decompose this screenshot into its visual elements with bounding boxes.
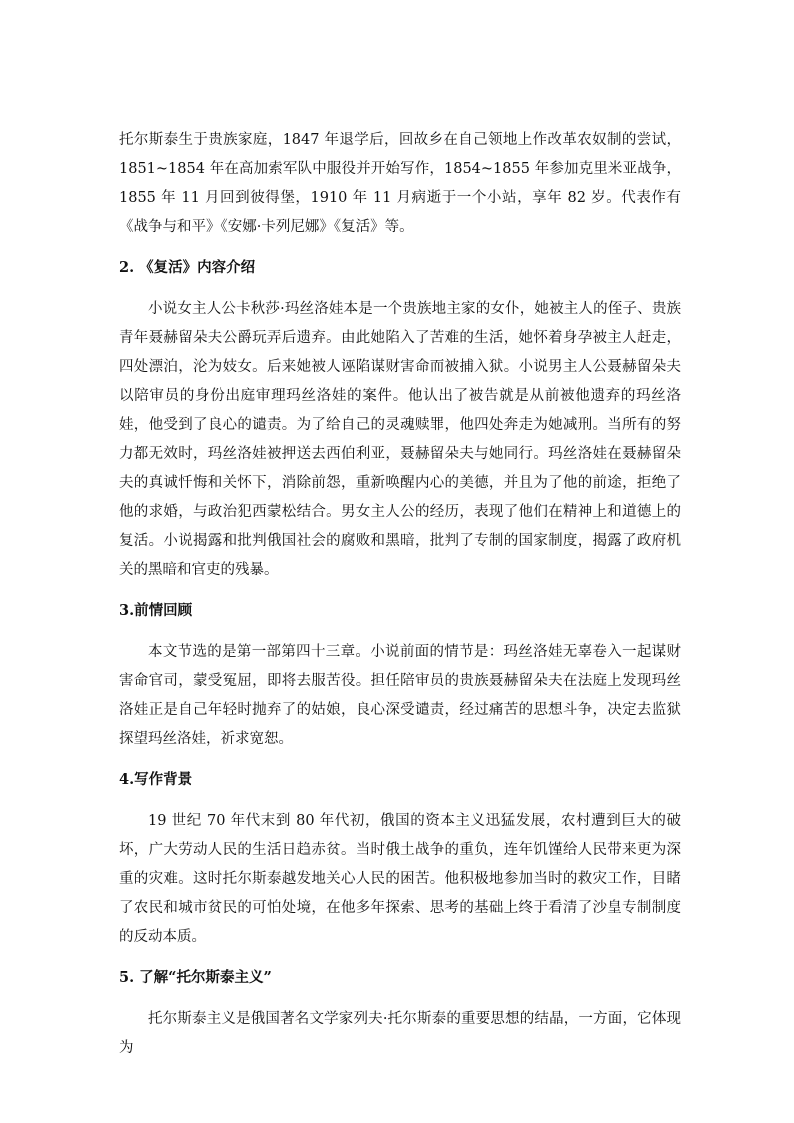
document-body — [119, 126, 681, 1063]
section-4-paragraph: 19 世纪 70 年代末到 80 年代初，俄国的资本主义迅猛发展，农村遭到巨大的破坏，广大劳动人民的生活日趋赤贫。当时俄土战争的重负，连年饥馑给人民带来更为深重的灾难。这时托尔斯泰越发地关心人民的困苦。他积极地参加当时的救灾工作，目睹了农民和城市贫民的可怕处境，在他多年探索、思考的基础上终于看清了沙皇专制制度的反动本质。 — [119, 813, 681, 945]
section-5-paragraph: 托尔斯泰主义是俄国著名文学家列夫·托尔斯泰的重要思想的结晶，一方面，它体现为 — [119, 1011, 681, 1056]
section-3-paragraph: 本文节选的是第一部第四十三章。小说前面的情节是：玛丝洛娃无辜卷入一起谋财害命官司，蒙受冤屈，即将去服苦役。担任陪审员的贵族聂赫留朵夫在法庭上发现玛丝洛娃正是自己年轻时抛弃了的姑娘，良心深受谴责，经过痛苦的思想斗争，决定去监狱探望玛丝洛娃，祈求宽恕。 — [119, 644, 681, 747]
section-2-heading: 2. 《复活》内容介绍 — [119, 259, 256, 276]
section-5-heading: 5. 了解“托尔斯泰主义” — [119, 969, 272, 986]
intro-paragraph: 托尔斯泰生于贵族家庭，1847 年退学后，回故乡在自己领地上作改革农奴制的尝试，1851~1854 年在高加索军队中服役并开始写作，1854~1855 年参加克里米亚战争，1855 年 11 月回到彼得堡，1910 年 11 月病逝于一个小站，享年 82 岁。代表作有《战争与和平》《安娜·卡列尼娜》《复活》等。 — [119, 132, 681, 235]
section-3-heading: 3.前情回顾 — [119, 602, 193, 619]
section-4-heading: 4.写作背景 — [119, 771, 193, 788]
section-2-paragraph: 小说女主人公卡秋莎·玛丝洛娃本是一个贵族地主家的女仆，她被主人的侄子、贵族青年聂赫留朵夫公爵玩弄后遗弃。由此她陷入了苦难的生活，她怀着身孕被主人赶走，四处漂泊，沦为妓女。后来她被人诬陷谋财害命而被捕入狱。小说男主人公聂赫留朵夫以陪审员的身份出庭审理玛丝洛娃的案件。他认出了被告就是从前被他遗弃的玛丝洛娃，他受到了良心的谴责。为了给自己的灵魂赎罪，他四处奔走为她减刑。当所有的努力都无效时，玛丝洛娃被押送去西伯利亚，聂赫留朵夫与她同行。玛丝洛娃在聂赫留朵夫的真诚忏悔和关怀下，消除前怨，重新唤醒内心的美德，并且为了他的前途，拒绝了他的求婚，与政治犯西蒙松结合。男女主人公的经历，表现了他们在精神上和道德上的复活。小说揭露和批判俄国社会的腐败和黑暗，批判了专制的国家制度，揭露了政府机关的黑暗和官吏的残暴。 — [119, 301, 681, 578]
